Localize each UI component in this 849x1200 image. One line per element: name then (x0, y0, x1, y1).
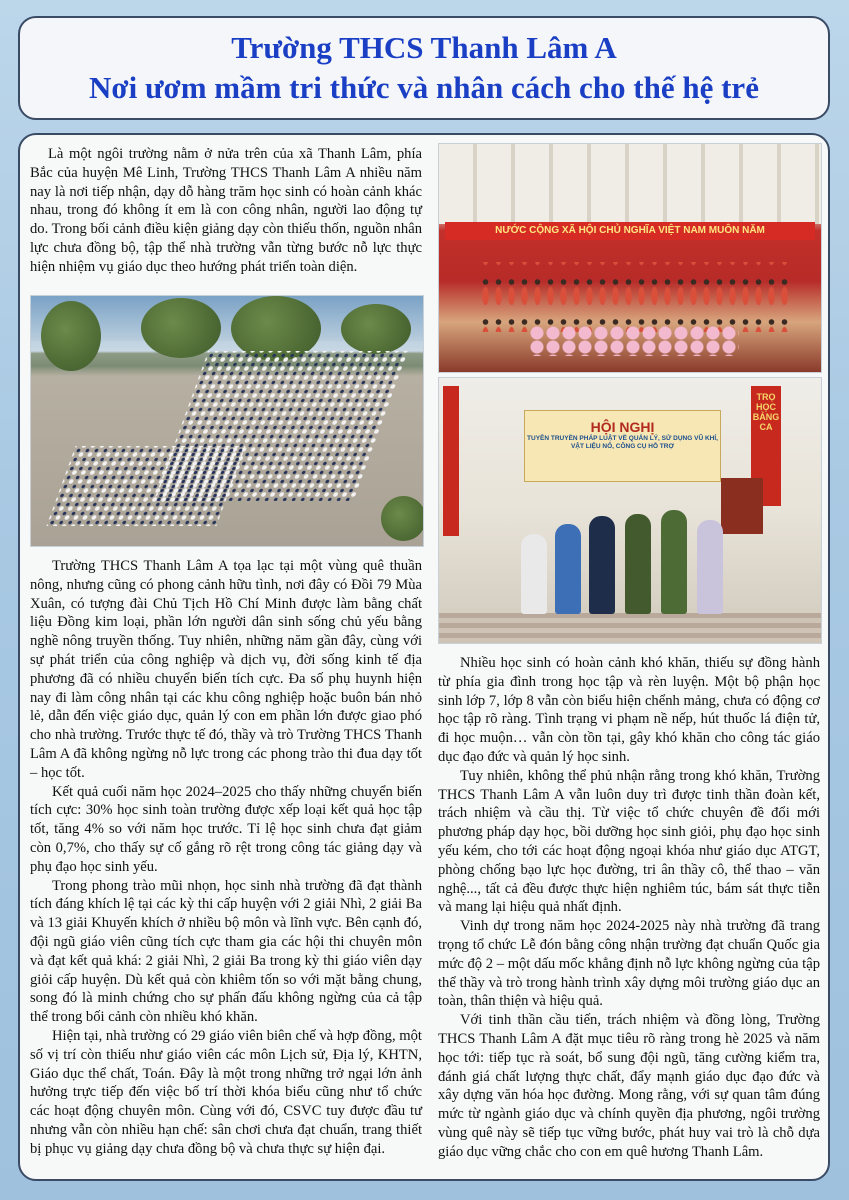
school-assembly-photo (30, 295, 424, 547)
right-column (438, 654, 820, 1162)
person (661, 510, 687, 614)
board-subtitle: TUYÊN TRUYỀN PHÁP LUẬT VỀ QUẢN LÝ, SỬ DỤNG VŨ KHÍ, VẬT LIỆU NỔ, CÔNG CỤ HỖ TRỢ (527, 435, 718, 450)
teachers-group-photo (438, 143, 822, 373)
side-banner: TRỌ HỌC BẢNG CA (751, 386, 781, 506)
student-crowd (46, 446, 245, 526)
intro-text: Là một ngôi trường nằm ở nửa trên của xã Thanh Lâm, phía Bắc của huyện Mê Linh, Trường THCS Thanh Lâm A nhiều năm nay là nơi tiếp nhận, dạy dỗ hàng trăm học sinh có hoàn cảnh khác nhau, trong đó không ít em là con công nhân, người lao động tự do. Trong bối cảnh điều kiện giảng dạy còn thiếu thốn, nguồn nhân lực chưa đồng bộ, tập thể nhà trường vẫn từng bước nỗ lực thực hiện nhiệm vụ giáo dục theo hướng phát triển toàn diện. (30, 146, 422, 275)
paragraph: Nhiều học sinh có hoàn cảnh khó khăn, thiếu sự đồng hành từ phía gia đình trong học tập và rèn luyện. Một bộ phận học sinh lớp 7, lớp 8 vẫn còn biểu hiện chểnh mảng, chưa có động cơ học tập rõ ràng. Tình trạng vi phạm nề nếp, hút thuốc lá điện tử, đi học muộn… vẫn còn tồn tại, gây khó khăn cho công tác giáo dục đạo đức và quản lý học sinh. (438, 655, 820, 765)
paragraph: Trường THCS Thanh Lâm A tọa lạc tại một vùng quê thuần nông, nhưng cũng có phong cảnh hữu tình, nơi đây có Đồi 79 Mùa Xuân, có tượng đài Chủ Tịch Hồ Chí Minh được làm bằng chất liệu Đồng kim loại, phần lớn người dân sinh sống chủ yếu bằng nghề nông truyền thống. Tuy nhiên, những năm gần đây, cùng với sự phát triển của công nghiệp và dịch vụ, đời sống kinh tế địa phương đã có nhiều chuyển biến tích cực. Đa số phụ huynh hiện nay đi làm công nhân tại các khu công nghiệp hoặc buôn bán nhỏ lẻ, dẫn đến việc giáo dục, quản lý con em phần lớn được giao phó cho nhà trường. Trước thực tế đó, thầy và trò Trường THCS Thanh Lâm A đã không ngừng nỗ lực trong các phong trào thi đua dạy tốt – học tốt. (30, 558, 422, 781)
left-column (30, 557, 422, 1159)
people-group (521, 486, 741, 614)
article-body (18, 133, 830, 1181)
paragraph: Với tinh thần cầu tiến, trách nhiệm và đồng lòng, Trường THCS Thanh Lâm A đặt mục tiêu rõ ràng trong hè 2025 và năm học tới: tiếp tục rà soát, bổ sung đội ngũ, tăng cường kiểm tra, đánh giá chất lượng thực chất, đẩy mạnh giáo dục đạo đức và xây dựng văn hóa học đường. Mong rằng, với sự quan tâm đúng mức từ ngành giáo dục và chính quyền địa phương, ngôi trường vùng quê này sẽ tiếp tục vững bước, phát huy vai trò là chỗ dựa giáo dục vững chắc cho con em quê hương Thanh Lâm. (438, 1012, 820, 1160)
tree-icon (141, 298, 221, 358)
paragraph: Tuy nhiên, không thể phủ nhận rằng trong khó khăn, Trường THCS Thanh Lâm A vẫn luôn duy trì được tinh thần đoàn kết, trách nhiệm và cầu thị. Từ việc tổ chức chuyên đề đổi mới phương pháp dạy học, bồi dưỡng học sinh giỏi, phụ đạo học sinh yếu kém, cho tới các hoạt động ngoại khóa như giáo dục ATGT, phòng chống bạo lực học đường, tri ân thầy cô, thể thao – văn nghệ..., tất cả đều được thực hiện nghiêm túc, bám sát thực tiễn và mang lại hiệu quả nhất định. (438, 767, 820, 916)
balloons-decoration (529, 326, 739, 356)
intro-paragraph (30, 145, 422, 277)
school-building (439, 144, 821, 224)
page-subtitle: Nơi ươm mầm tri thức và nhân cách cho thế hệ trẻ (89, 70, 759, 105)
conference-board (524, 410, 721, 482)
person (589, 516, 615, 614)
conference-photo (438, 377, 822, 644)
person (521, 534, 547, 614)
paragraph: Kết quả cuối năm học 2024–2025 cho thấy những chuyển biến tích cực: 30% học sinh toàn trường được xếp loại kết quả học tập tốt, tăng 4% so với năm học trước. Tỉ lệ học sinh chưa đạt giảm còn 0,7%, cho thấy sự cố gắng rõ rệt trong công tác giảng dạy và phụ đạo học sinh yếu. (30, 783, 422, 875)
person (625, 514, 651, 614)
board-title: HỘI NGHỊ (590, 419, 655, 435)
slogan-banner: NƯỚC CỘNG XÃ HỘI CHỦ NGHĨA VIỆT NAM MUÔN NĂM (445, 222, 815, 240)
tree-icon (341, 304, 411, 354)
paragraph: Trong phong trào mũi nhọn, học sinh nhà trường đã đạt thành tích đáng khích lệ tại các kỳ thi cấp huyện với 2 giải Nhì, 2 giải Ba và 13 giải Khuyến khích ở nhiều bộ môn và lĩnh vực. Bên cạnh đó, đội ngũ giáo viên cũng tích cực tham gia các hội thi chuyên môn và đạt kết quả khá: 2 giải Nhì, 2 giải Ba trong kỳ thi giáo viên dạy giỏi cấp huyện. Dù kết quả còn khiêm tốn so với mặt bằng chung, song đó là minh chứng cho sự phấn đấu không ngừng của cả tập thể trong bối cảnh còn nhiều khó khăn. (30, 877, 422, 1026)
person (697, 520, 723, 614)
teachers-group (479, 262, 789, 332)
title-banner (18, 16, 830, 120)
paragraph: Vinh dự trong năm học 2024-2025 này nhà trường đã trang trọng tổ chức Lễ đón bằng công nhận trường đạt chuẩn Quốc gia mức độ 2 – một dấu mốc khẳng định nỗ lực không ngừng của tập thể thầy và trò trong hành trình xây dựng môi trường giáo dục an toàn, thân thiện và hiệu quả. (438, 918, 820, 1010)
person (555, 524, 581, 614)
page-title: Trường THCS Thanh Lâm A (231, 30, 617, 65)
shrub-icon (381, 496, 424, 541)
paragraph: Hiện tại, nhà trường có 29 giáo viên biên chế và hợp đồng, một số vị trí còn thiếu như giáo viên các môn Lịch sử, Địa lý, KHTN, Giáo dục thể chất, Toán. Đây là một trong những trở ngại lớn ảnh hưởng trực tiếp đến việc bố trí thời khóa biểu cũng như tổ chức các hoạt động chuyên môn. Cùng với đó, CSVC tuy được đầu tư nhưng vẫn còn nhiều hạn chế: sân chơi chưa đạt chuẩn, trang thiết bị phục vụ giảng dạy chưa đồng bộ và chưa thực sự hiện đại. (30, 1027, 422, 1157)
steps (439, 613, 821, 643)
red-banner (443, 386, 459, 536)
tree-icon (41, 301, 101, 371)
